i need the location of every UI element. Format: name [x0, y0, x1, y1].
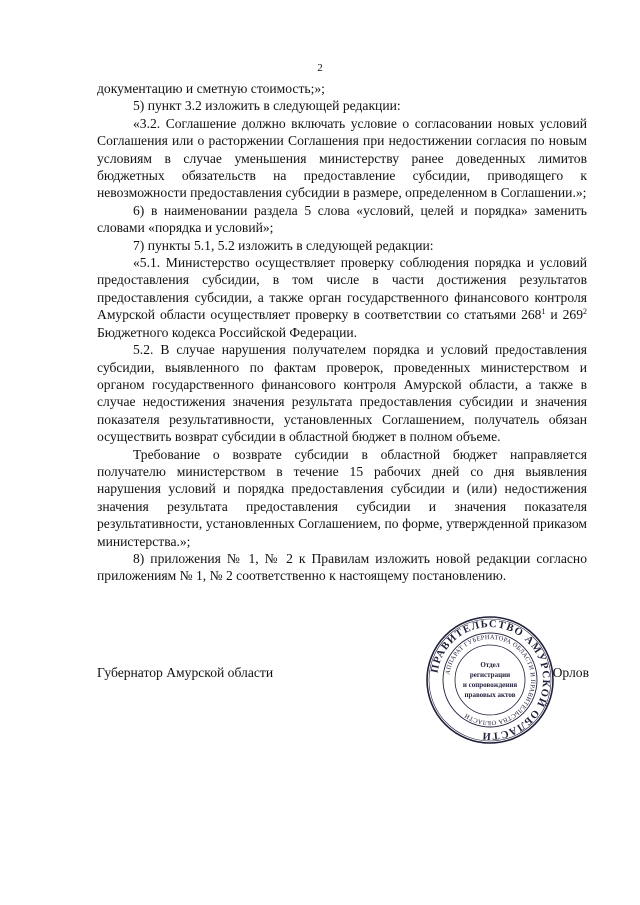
svg-text:АППАРАТ ГУБЕРНАТОРА ОБЛАСТИ И	[444, 634, 536, 726]
signatory-title: Губернатор Амурской области	[97, 665, 274, 680]
clause-5-1-text-end: Бюджетного кодекса Российской Федерации.	[97, 324, 358, 340]
paragraph-clause-5-1	[97, 254, 587, 341]
clause-5-1-text-start: «5.1. Министерство осуществляет проверку соблюдения порядка и условий предоставления субсидии, в том числе в части достижения результатов предоставления субсидии, а также орган государственного финансового контроля Амурской области осуществляет проверку в соответствии со статьями 268	[97, 255, 587, 323]
seal-center-line: Отдел	[480, 661, 500, 669]
seal-stamp-icon	[425, 615, 555, 745]
signatory-name: Орлов	[552, 665, 589, 680]
paragraph-continuation: документацию и сметную стоимость;»;	[97, 81, 325, 96]
seal-center-line: и сопровождения	[462, 681, 518, 689]
document-body	[97, 80, 587, 585]
paragraph-requirement: Требование о возврате субсидии в областной бюджет направляется получателю министерством в течение 15 рабочих дней со дня выявления нарушения условий и порядка предоставления субсидии и (или) недостижения значения результата предоставления субсидии и значения показателя результативности, установленных Соглашением, по форме, утвержденной приказом министерства.»;	[97, 446, 587, 549]
page-number: 2	[317, 62, 323, 74]
seal-center-line: правовых актов	[464, 691, 516, 699]
paragraph-item-7: 7) пункты 5.1, 5.2 изложить в следующей редакции:	[133, 237, 434, 253]
paragraph-clause-5-2: 5.2. В случае нарушения получателем порядка и условий предоставления субсидии, выявленного по фактам проверок, проведенных министерством и органом государственного финансового контроля Амурской области, а также в случае недостижения значения результата предоставления субсидии и значения показателя результативности, установленных Соглашением, получатель обязан осуществить возврат субсидии в областной бюджет в полном объеме.	[97, 342, 587, 445]
paragraph-item-6: 6) в наименовании раздела 5 слова «условий, целей и порядка» заменить словами «порядка и условий»;	[97, 202, 587, 236]
footnote-superscript: 2	[583, 307, 587, 317]
clause-5-1-text-middle: и 269	[545, 307, 583, 323]
paragraph-clause-3-2: «3.2. Соглашение должно включать условие о согласовании новых условий Соглашения или о расторжении Соглашения при недостижении согласия по новым условиям в случае уменьшения министерству ранее доведенных лимитов бюджетных обязательств на предоставление субсидии, приводящего к невозможности предоставления субсидии в размере, определенном в Соглашении.»;	[97, 115, 587, 201]
seal-center-line: регистрации	[469, 671, 511, 679]
seal-outer-text: ПРАВИТЕЛЬСТВО АМУРСКОЙ ОБЛАСТИ	[429, 618, 552, 742]
official-seal	[425, 615, 555, 745]
paragraph-item-5: 5) пункт 3.2 изложить в следующей редакции:	[133, 98, 401, 114]
seal-inner-text: АППАРАТ ГУБЕРНАТОРА ОБЛАСТИ И ПРАВИТЕЛЬСТВА ОБЛАСТИ	[444, 633, 537, 727]
footnote-superscript: 1	[541, 307, 546, 317]
paragraph-item-8: 8) приложения № 1, № 2 к Правилам изложить новой редакции согласно приложениям № 1, № 2 соответственно к настоящему постановлению.	[97, 550, 587, 584]
